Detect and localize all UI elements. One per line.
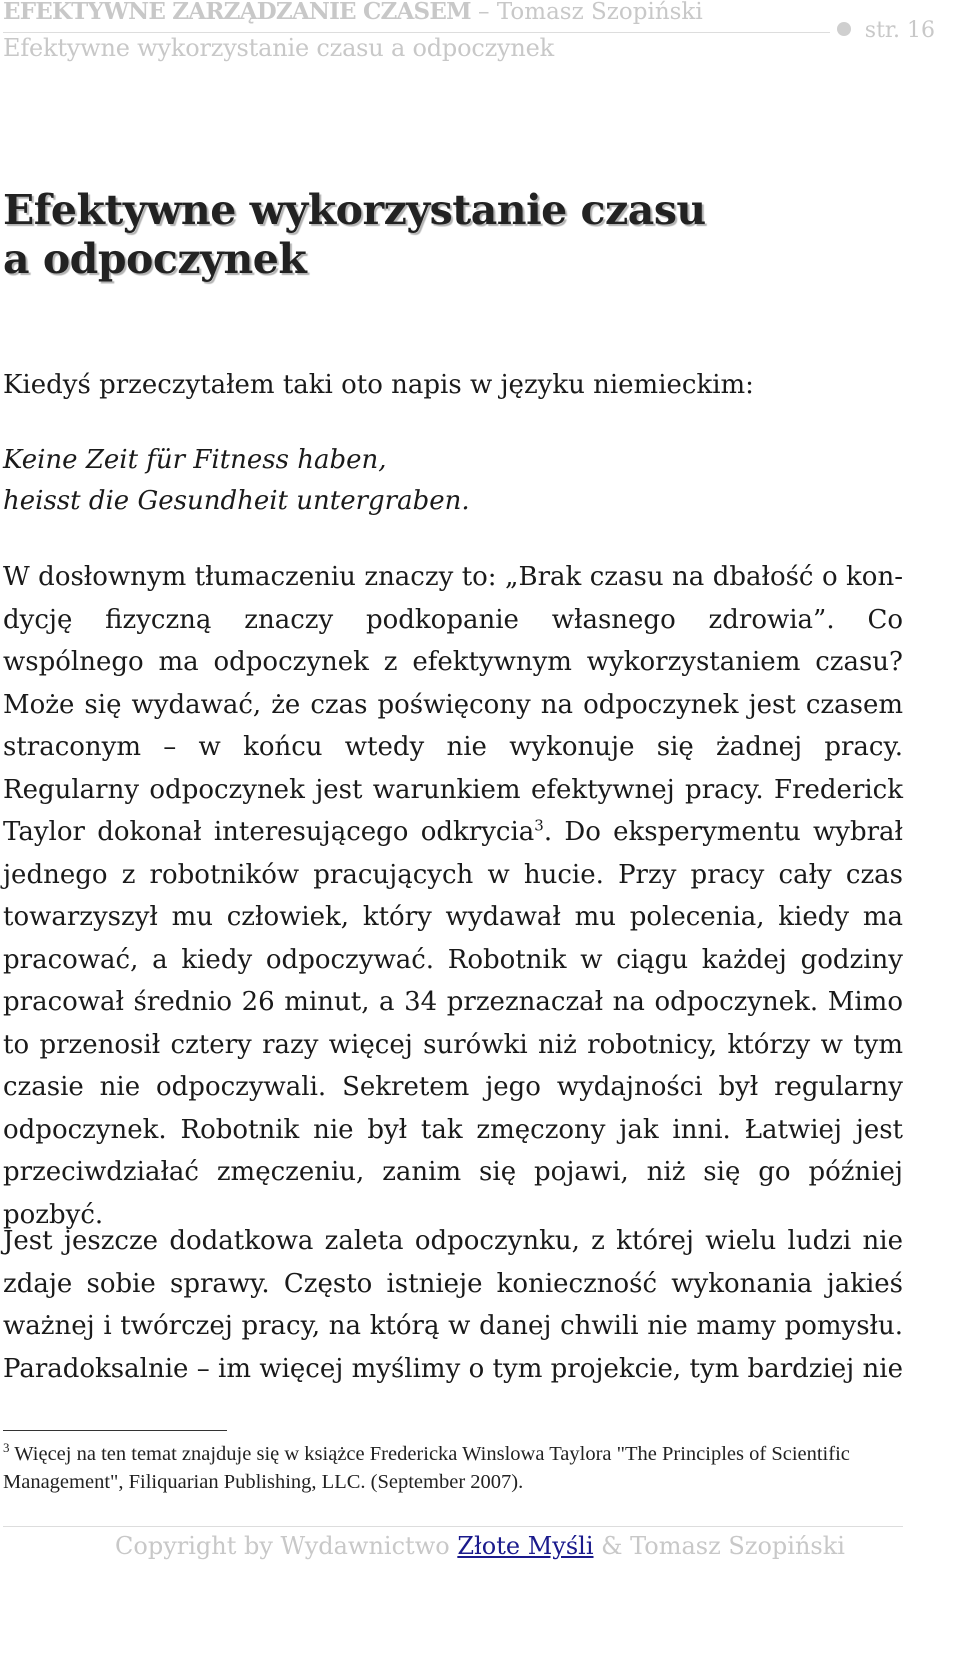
page-number xyxy=(837,18,935,43)
paragraph-line: ważnej i twórczej pracy, na którą w danej chwili nie mamy pomysłu. xyxy=(3,1311,903,1341)
copyright-footer xyxy=(0,1532,960,1560)
copyright-prefix: Copyright by Wydawnictwo xyxy=(115,1532,450,1560)
chapter-title-line-1: Efektywne wykorzystanie czasu xyxy=(3,186,706,234)
header-author: Tomasz Szopiński xyxy=(496,0,703,25)
chapter-title xyxy=(3,186,903,284)
footnote xyxy=(3,1440,903,1496)
chapter-name: Efektywne wykorzystanie czasu a odpoczynek xyxy=(3,34,554,62)
footnote-text: Więcej na ten temat znajduje się w książce Fredericka Winslowa Taylora "The Principles of Scientific Management", Filiquarian Publishing, LLC. (September 2007). xyxy=(3,1443,850,1493)
page-number-label: str. 16 xyxy=(864,18,935,43)
running-head xyxy=(3,0,703,25)
paragraph-text: W dosłownym tłumaczeniu znaczy to: „Brak czasu na dbałość o kondycję fizyczną znaczy podkopanie własnego zdrowia”. Co wspólnego ma odpoczynek z efektywnym wykorzystaniem czasu? Może się wydawać, że czas poświęcony na odpoczynek jest czasem straconym – w końcu wtedy nie wykonuje się żadnej pracy. Regularny odpoczynek jest warunkiem efektywnej pracy. Frederick Taylor dokonał interesującego odkrycia xyxy=(3,562,903,847)
quote-line-1: Keine Zeit für Fitness haben, xyxy=(3,445,387,475)
paragraph-line: Jest jeszcze dodatkowa zaleta odpoczynku, z której wielu ludzi nie xyxy=(3,1226,903,1256)
chapter-title-line-2: a odpoczynek xyxy=(3,235,307,283)
paragraph-line: Paradoksalnie – im więcej myślimy o tym projekcie, tym bardziej nie xyxy=(3,1353,903,1384)
publisher-link[interactable]: Złote Myśli xyxy=(457,1532,594,1560)
footnote-reference[interactable]: 3 xyxy=(534,816,544,835)
header-rule xyxy=(3,32,830,33)
footnote-number: 3 xyxy=(3,1440,10,1456)
paragraph-line: zdaje sobie sprawy. Często istnieje konieczność wykonania jakieś xyxy=(3,1268,903,1299)
paragraph-text-continued: . Do eksperymentu wybrał jednego z robotników pracujących w hucie. Przy pracy cały czas towarzyszył mu człowiek, który wydawał mu polecenia, kiedy ma pracować, a kiedy odpoczywać. Robotnik w ciągu każdej godziny pracował średnio 26 minut, a 34 przeznaczał na odpoczynek. Mimo to przenosił cztery razy więcej surówki niż robotnicy, którzy w tym czasie nie odpoczywali. Sekretem jego wydajności był regularny odpoczynek. Robotnik nie był tak zmęczony jak inni. Łatwiej jest przeciwdziałać zmęczeniu, zanim się pojawi, niż się go później pozbyć. xyxy=(3,817,903,1230)
book-title: EFEKTYWNE ZARZĄDZANIE CZASEM xyxy=(3,0,471,25)
page-header xyxy=(0,0,960,80)
intro-sentence: Kiedyś przeczytałem taki oto napis w języku niemieckim: xyxy=(3,370,754,400)
body-paragraph-2 xyxy=(3,1220,903,1390)
bullet-icon xyxy=(837,22,851,36)
footer-rule xyxy=(3,1526,903,1527)
footnote-separator xyxy=(3,1430,227,1431)
german-quote xyxy=(3,440,470,522)
copyright-suffix: & Tomasz Szopiński xyxy=(601,1532,845,1560)
body-paragraph-1 xyxy=(3,556,903,1236)
author-separator: – xyxy=(478,0,490,25)
quote-line-2: heisst die Gesundheit untergraben. xyxy=(3,486,470,516)
